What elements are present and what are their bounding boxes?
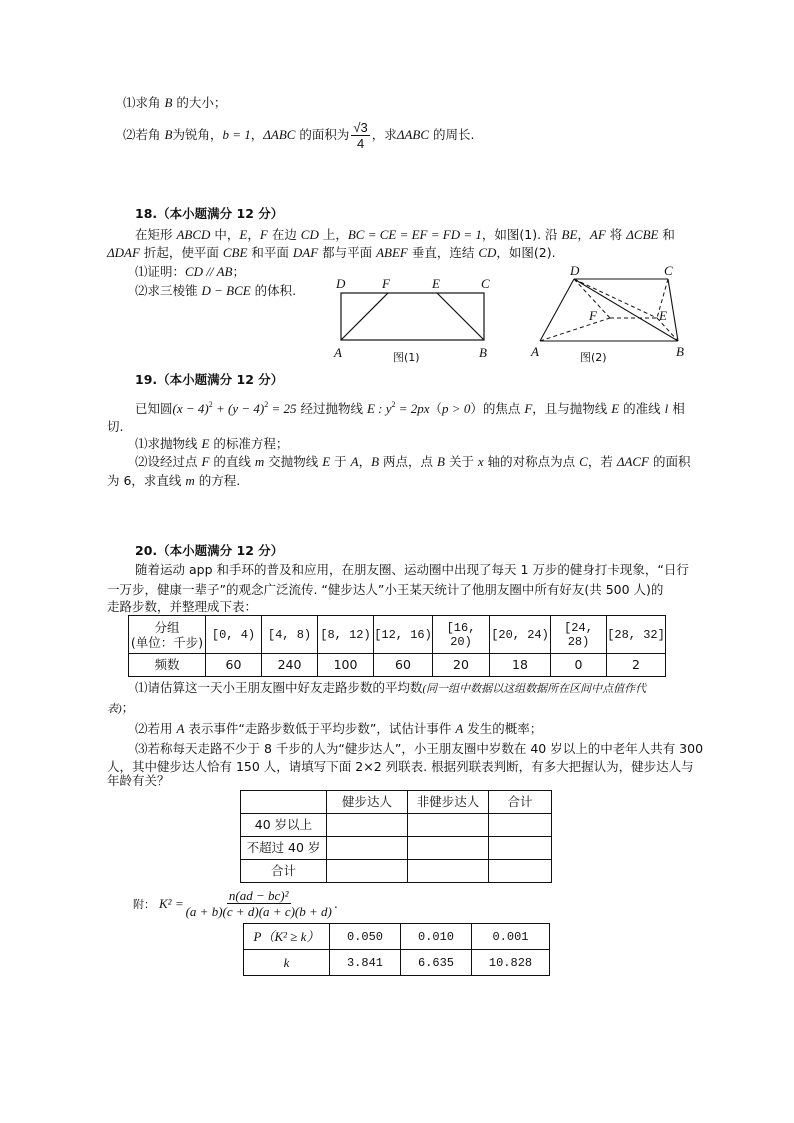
fraction-denominator: 4 <box>356 136 365 151</box>
figure-2-caption: 图(2) <box>580 351 607 364</box>
group-header-cell <box>129 616 206 654</box>
math-segment: ΔABC <box>396 127 429 142</box>
q19-part2-line2 <box>107 473 240 489</box>
empty-cell[interactable] <box>489 860 552 883</box>
count-cell: 60 <box>206 654 262 677</box>
empty-cell[interactable] <box>408 860 489 883</box>
p-label-text: P（K² ≥ k） <box>253 928 320 944</box>
math-segment: B <box>164 127 173 142</box>
text-segment: 在矩形 <box>135 227 177 242</box>
q20-part3-line3 <box>107 773 170 789</box>
text-segment: 的直线 <box>209 454 255 469</box>
figure-1-caption: 图(1) <box>393 351 420 364</box>
math-segment: F <box>201 454 210 469</box>
text-segment: 随着运动 app 和手环的普及和应用，在朋友圈、运动圈中出现了每天 1 万步的健身打卡现象，“日行 <box>135 562 689 577</box>
text-segment: ，如图(2). <box>496 245 556 260</box>
note-segment: (同一组中数据以这组数据所在区间中点值作代 <box>422 683 647 695</box>
text-segment: 的方程. <box>194 473 241 488</box>
edge-cb <box>668 279 678 341</box>
text-segment: ⑴求抛物线 <box>135 436 202 451</box>
text-segment: ⑵若角 <box>123 127 165 142</box>
math-segment: ABCD <box>176 227 211 242</box>
rect-abcd <box>341 293 484 340</box>
text-segment: 交抛物线 <box>264 454 323 469</box>
text-segment: 的体积. <box>250 283 297 298</box>
math-segment: DAF <box>292 245 319 260</box>
text-segment: ，若 <box>587 454 617 469</box>
math-segment: CD <box>478 245 497 260</box>
row-header: 合计 <box>241 860 327 883</box>
math-segment: C <box>579 454 588 469</box>
text-segment: ，求 <box>371 127 397 142</box>
note-segment: 表) <box>107 703 122 715</box>
math-segment: + (y − 4) <box>212 401 265 416</box>
text-segment: 两点，点 <box>379 454 438 469</box>
contingency-table <box>240 790 552 883</box>
k-value: 3.841 <box>330 950 401 976</box>
count-cell: 20 <box>433 654 490 677</box>
q19-header: 19.（本小题满分 12 分） <box>135 372 284 387</box>
k-value: 6.635 <box>401 950 472 976</box>
k-label <box>244 950 330 976</box>
group-cell: [24, 28) <box>551 616 607 654</box>
math-segment: A <box>455 721 464 736</box>
formula-lhs: K² = <box>159 895 184 911</box>
k-label-text: k <box>283 954 290 970</box>
text-segment: ； <box>232 264 245 279</box>
text-segment: 年龄有关？ <box>107 773 170 788</box>
math-segment: E : y <box>366 401 392 416</box>
math-segment: F <box>259 227 268 242</box>
text-segment: 的周长. <box>429 127 475 142</box>
q19-part1 <box>135 436 288 452</box>
text-segment: ⑵求三棱锥 <box>135 283 202 298</box>
text-segment: 发生的概率； <box>463 721 543 736</box>
q19-stem-line1 <box>135 397 685 417</box>
frequency-table <box>128 615 666 677</box>
text-segment: 已知圆 <box>135 401 173 416</box>
group-cell: [4, 8) <box>262 616 318 654</box>
math-segment: CBE <box>222 245 248 260</box>
math-segment: E <box>611 401 620 416</box>
p-value: 0.001 <box>472 924 550 950</box>
label-c2: C <box>664 263 673 278</box>
text-segment: 的大小； <box>172 95 227 110</box>
q18-header: 18.（本小题满分 12 分） <box>135 206 284 221</box>
formula-numerator: n(ad − bc)² <box>228 888 289 903</box>
math-segment: CD <box>300 227 319 242</box>
text-segment: 的面积 <box>649 454 691 469</box>
text-segment: 为 6，求直线 <box>107 473 186 488</box>
q20-part2 <box>135 721 542 737</box>
critical-value-table <box>243 923 550 976</box>
q20-part3-line2 <box>107 759 694 775</box>
text-segment: 一万步，健康一辈子”的观念广泛流传. “健步达人”小王某天统计了他朋友圈中所有好友(共 500 人)的 <box>107 582 664 597</box>
count-cell: 18 <box>490 654 551 677</box>
text-segment: 人，其中健步达人恰有 150 人，请填写下面 2×2 列联表. 根据列联表判断，有多大把握认为，健步达人与 <box>107 759 694 774</box>
text-segment: ）的焦点 <box>470 401 525 416</box>
text-segment: ， <box>247 227 260 242</box>
text-segment: ，如图(1). 沿 <box>481 227 562 242</box>
group-header-label: 分组 <box>154 619 180 635</box>
column-header: 合计 <box>489 791 552 814</box>
text-segment: ， <box>577 227 590 242</box>
frequency-label: 频数 <box>129 654 206 677</box>
text-segment: 上， <box>318 227 348 242</box>
text-segment: 和 <box>658 227 675 242</box>
text-segment: ， <box>250 127 264 142</box>
p-value: 0.050 <box>330 924 401 950</box>
corner-cell <box>241 791 327 814</box>
label-f: F <box>382 276 390 291</box>
q20-part1-line1 <box>135 680 646 697</box>
k-value: 10.828 <box>472 950 550 976</box>
group-cell: [0, 4) <box>206 616 262 654</box>
chi-square-formula <box>107 888 338 919</box>
label-a: A <box>334 345 342 360</box>
row-header: 不超过 40 岁 <box>241 837 327 860</box>
math-segment: B <box>371 454 380 469</box>
text-segment: 的面积为 <box>295 127 350 142</box>
empty-cell[interactable] <box>408 837 489 860</box>
math-segment: x <box>477 454 484 469</box>
math-segment: E <box>322 454 331 469</box>
formula-denominator: (a + b)(c + d)(a + c)(b + d) <box>185 904 332 919</box>
superscript: 2 <box>208 400 213 409</box>
math-segment: ΔABC <box>263 127 296 142</box>
row-header: 40 岁以上 <box>241 814 327 837</box>
empty-cell[interactable] <box>327 860 408 883</box>
text-segment: ，且与抛物线 <box>532 401 612 416</box>
label-f2: F <box>589 308 597 323</box>
p-label <box>244 924 330 950</box>
count-cell: 60 <box>374 654 433 677</box>
text-segment: ⑵若用 <box>135 721 177 736</box>
math-segment: E <box>201 436 210 451</box>
q19-part2-line1 <box>135 454 690 470</box>
count-cell: 2 <box>607 654 666 677</box>
count-cell: 0 <box>551 654 607 677</box>
math-segment: = 2px <box>395 401 430 416</box>
text-segment: ⑴证明： <box>135 264 186 279</box>
column-header: 健步达人 <box>327 791 408 814</box>
math-segment: A <box>350 454 359 469</box>
math-segment: BC = CE = EF = FD = 1 <box>347 227 482 242</box>
text-segment: ⑶若称每天走路不少于 8 千步的人为“健步达人”，小王朋友圈中岁数在 40 岁以上的中老年人共有 300 <box>135 741 704 756</box>
math-segment: m <box>185 473 195 488</box>
edge-be <box>437 293 484 340</box>
math-segment: A <box>176 721 185 736</box>
edge-de <box>574 279 657 318</box>
text-segment: ⑴请估算这一天小王朋友圈中好友走路步数的平均数 <box>135 680 423 695</box>
text-segment: 相 <box>668 401 685 416</box>
math-segment: ΔACF <box>616 454 649 469</box>
text-segment: 轴的对称点为点 <box>483 454 580 469</box>
empty-cell[interactable] <box>327 837 408 860</box>
label-b2: B <box>676 344 684 359</box>
text-segment: ⑵设经过点 <box>135 454 202 469</box>
fraction-numerator: √3 <box>353 120 368 135</box>
q19-stem-line2 <box>107 419 123 435</box>
text-segment: 经过抛物线 <box>296 401 367 416</box>
label-c: C <box>481 276 490 291</box>
math-segment: B <box>164 95 173 110</box>
text-segment: （ <box>429 401 443 416</box>
math-segment: ABEF <box>376 245 408 260</box>
math-segment: E <box>239 227 248 242</box>
text-segment: 将 <box>605 227 627 242</box>
formula-prefix: 附： <box>133 897 155 911</box>
formula-fraction <box>186 888 332 919</box>
text-segment: 于 <box>330 454 351 469</box>
q20-header: 20.（本小题满分 12 分） <box>135 543 284 558</box>
text-segment: ⑴求角 <box>123 95 165 110</box>
group-cell: [28, 32] <box>607 616 666 654</box>
q20-intro-line3 <box>107 599 257 615</box>
superscript: 2 <box>391 400 396 409</box>
math-segment: (x − 4) <box>172 401 209 416</box>
label-e: E <box>432 276 440 291</box>
math-segment: p > 0 <box>442 401 471 416</box>
text-segment: 的标准方程； <box>209 436 289 451</box>
q20-part1-line2 <box>107 700 134 717</box>
count-cell: 240 <box>262 654 318 677</box>
text-segment: 关于 <box>444 454 478 469</box>
figure-1-rectangle <box>0 0 794 400</box>
math-segment: b = 1 <box>222 127 251 142</box>
math-segment: ΔCBE <box>626 227 659 242</box>
text-segment: 切. <box>107 419 124 434</box>
superscript: 2 <box>264 400 269 409</box>
group-cell: [8, 12) <box>318 616 374 654</box>
label-a2: A <box>531 344 539 359</box>
label-d2: D <box>570 263 580 278</box>
label-e2: E <box>659 308 667 323</box>
text-segment: ， <box>358 454 372 469</box>
text-segment: 折起，使平面 <box>139 245 223 260</box>
group-unit-label: (单位：千步) <box>130 634 204 650</box>
q20-intro-line1 <box>135 562 689 578</box>
math-segment: = 25 <box>268 401 297 416</box>
empty-cell[interactable] <box>327 814 408 837</box>
math-segment: B <box>437 454 445 469</box>
label-b: B <box>479 345 487 360</box>
label-d: D <box>336 276 346 291</box>
math-segment: AF <box>589 227 606 242</box>
text-segment: 垂直，连结 <box>407 245 479 260</box>
math-segment: F <box>524 401 533 416</box>
group-cell: [16, 20) <box>433 616 490 654</box>
q20-part3-line1 <box>135 741 703 757</box>
empty-cell[interactable] <box>489 814 552 837</box>
empty-cell[interactable] <box>408 814 489 837</box>
edge-af <box>341 293 388 340</box>
text-segment: ； <box>121 700 135 715</box>
text-segment: 中， <box>210 227 240 242</box>
math-segment: l <box>664 401 669 416</box>
math-segment: CD // AB <box>185 264 233 279</box>
text-segment: 为锐角， <box>172 127 223 142</box>
text-segment: 的准线 <box>619 401 665 416</box>
math-segment: ΔDAF <box>107 245 140 260</box>
text-segment: 走路步数，并整理成下表： <box>107 599 258 614</box>
group-cell: [20, 24) <box>490 616 551 654</box>
math-segment: BE <box>561 227 578 242</box>
text-segment: 在边 <box>267 227 301 242</box>
empty-cell[interactable] <box>489 837 552 860</box>
q20-intro-line2 <box>107 582 663 598</box>
count-cell: 100 <box>318 654 374 677</box>
formula-suffix: . <box>333 896 338 911</box>
column-header: 非健步达人 <box>408 791 489 814</box>
text-segment: 表示事件“走路步数低于平均步数”，试估计事件 <box>184 721 456 736</box>
math-segment: m <box>254 454 265 469</box>
group-cell: [12, 16) <box>374 616 433 654</box>
p-value: 0.010 <box>401 924 472 950</box>
math-segment: D − BCE <box>201 283 251 298</box>
text-segment: 都与平面 <box>318 245 377 260</box>
text-segment: 和平面 <box>247 245 293 260</box>
